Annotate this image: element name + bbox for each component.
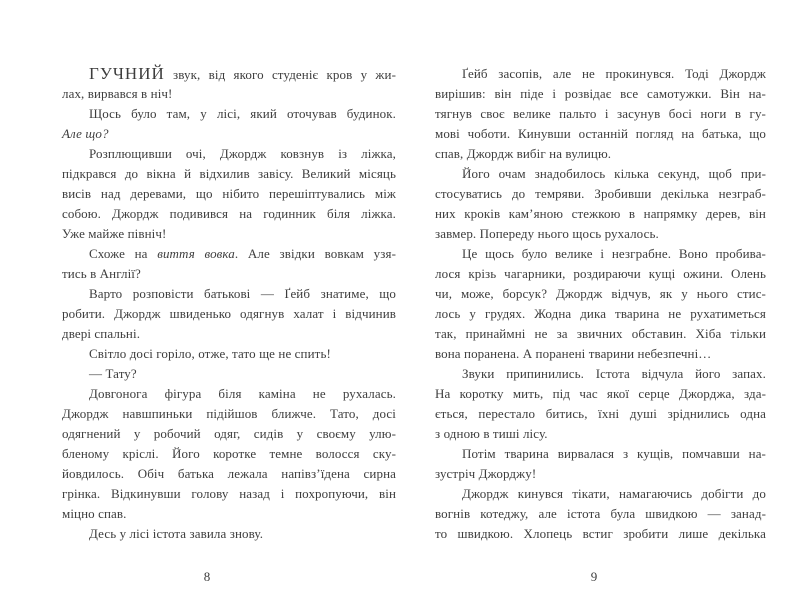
text-line: На коротку мить, під час якої серце Джорджа, зда- <box>435 386 766 401</box>
text-line: вогнів котеджу, але істота була швидкою — занад- <box>435 506 766 521</box>
text-line: вирішив: він піде і розвідає все самотужки. Він на- <box>435 86 766 101</box>
text-line <box>62 124 396 144</box>
text-line: лось у грудях. Жодна дика тварина не рухатиметься <box>435 306 766 321</box>
text-line: лах, вирвався в ніч! <box>62 86 173 101</box>
text-line: Ґейб засопів, але не прокинувся. Тоді Джордж <box>462 66 766 81</box>
page-left-number: 8 <box>203 569 211 584</box>
italic-text: виття вовка <box>157 246 235 261</box>
text-line: двері спальні. <box>62 326 141 341</box>
text-line: Це щось було велике і незграбне. Воно пробива- <box>462 246 766 261</box>
text-line: тись в Англії? <box>62 266 141 281</box>
text-line: вона поранена. А поранені тварини небезпечні… <box>435 346 712 361</box>
text-line: одягнений у робочий одяг, сидів у своєму улю- <box>62 426 396 441</box>
text-line: Щось було там, у лісі, який оточував будинок. <box>89 106 396 121</box>
text-line: ється, перестало битись, їхні душі зріднились одна <box>435 406 766 421</box>
text-line: робити. Джордж швиденько одягнув халат і відчинив <box>62 306 396 321</box>
text-line: бленому кріслі. Його коротке темне волосся ску- <box>62 446 396 461</box>
italic-text: Але що? <box>62 126 109 141</box>
text-line: грінка. Відкинувши голову назад і похропуючи, він <box>62 486 396 501</box>
text-line: Його очам знадобилось кілька секунд, щоб при- <box>462 166 766 181</box>
lead-word: ГУЧНИЙ <box>89 64 165 83</box>
text-line: Звуки припинились. Істота відчула його запах. <box>462 366 766 381</box>
text-line: завмер. Попереду нього щось рухалось. <box>435 226 659 241</box>
text-line: зустріч Джорджу! <box>435 466 537 481</box>
text-line: спав, Джордж вибіг на вулицю. <box>435 146 612 161</box>
text-line: мові чоботи. Кинувши останній погляд на батька, що <box>435 126 766 141</box>
text-line: так, принаймні не за звичних обставин. Хіба тільки <box>435 326 766 341</box>
text-line: Варто розповісти батькові — Ґейб знатиме, що <box>89 286 396 301</box>
text-line: підкрався до вікна й відхилив завісу. Великий місяць <box>62 166 396 181</box>
text-line: чи, може, борсук? Джордж відчув, як у нього стис- <box>435 286 766 301</box>
text-line: Розплющивши очі, Джордж ковзнув із ліжка, <box>89 146 396 161</box>
page-left-text <box>62 64 396 544</box>
text-line: висів над деревами, що нібито перешіптувались між <box>62 186 396 201</box>
text-line: міцно спав. <box>62 506 127 521</box>
page-right-text <box>435 64 766 544</box>
text-line: то швидкою. Хлопець встиг зробити лише декілька <box>435 526 766 541</box>
text-line: Потім тварина вирвалася з кущів, помчавши на- <box>462 446 766 461</box>
text-line: собою. Джордж подивився на годинник біля ліжка. <box>62 206 396 221</box>
text-line: Довгонога фігура біля каміна не рухалась. <box>89 386 396 401</box>
text-line: тягнув своє велике пальто і засунув босі ноги в гу- <box>435 106 766 121</box>
text-line: Джордж кинувся тікати, намагаючись добігти до <box>462 486 766 501</box>
text-line: Схоже на виття вовка. Але звідки вовкам узя- <box>89 246 397 261</box>
text-line: Уже майже північ! <box>62 226 167 241</box>
text-line: них кроків кам’яною стежкою в напрямку дерев, він <box>435 206 766 221</box>
text-line: — Тату? <box>89 366 137 381</box>
text-line: Десь у лісі істота завила знову. <box>89 526 264 541</box>
text-line: йовдилось. Обіч батька лежала напівз’їдена сирна <box>62 466 396 481</box>
text-line: Джордж навшпиньки підійшов ближче. Тато, досі <box>62 406 396 421</box>
page-right-number: 9 <box>590 569 598 584</box>
text-line: Світло досі горіло, отже, тато ще не спить! <box>89 346 331 361</box>
text-line: з одною в тиші лісу. <box>435 426 548 441</box>
text-line: лося крізь чагарники, роздираючи кущі ожини. Олень <box>435 266 766 281</box>
text-line: ГУЧНИЙ звук, від якого студеніє кров у жи- <box>89 64 396 83</box>
text-line: стосуватись до темряви. Зробивши декілька незграб- <box>435 186 766 201</box>
